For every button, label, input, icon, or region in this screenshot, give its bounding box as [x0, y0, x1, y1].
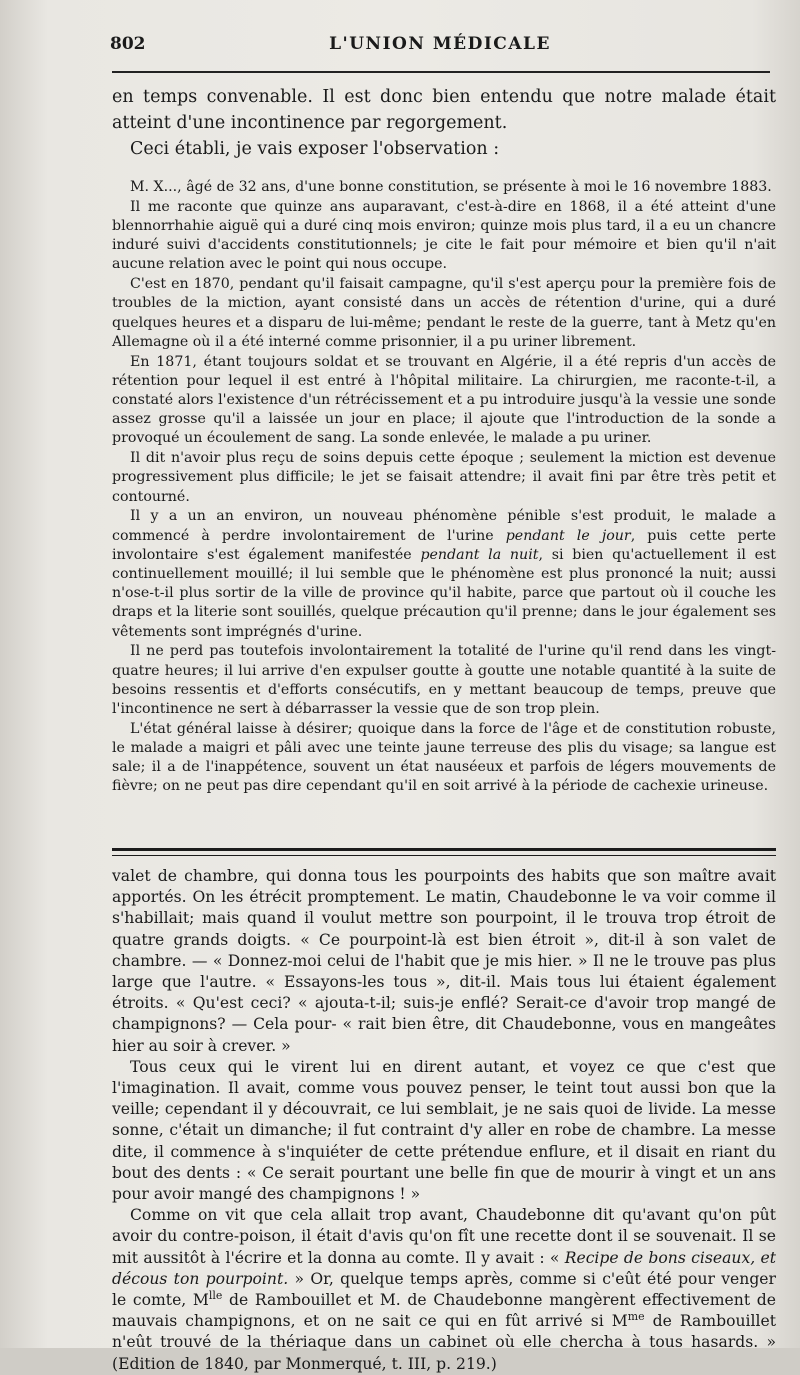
observation-paragraph: Il ne perd pas toutefois involontairement la totalité de l'urine qu'il rend dans les vingt-quatre heures; il lui arrive d'en expulser goutte à goutte une notable quantité à la suite de besoins ressentis et d'efforts consécutifs, en y mettant beaucoup de temps, preuve que l'incontinence ne sert à débarrasser la vessie que de son trop plein. — [112, 643, 776, 718]
text-run: Il y a un an environ, un nouveau phénomène pénible s'est produit, le malade a commencé à perdre involontairement de l'urine — [112, 508, 776, 544]
feuilleton-paragraph — [112, 1205, 776, 1375]
text-run: , si bien qu'actuellement il est continuellement mouillé; il lui semble que le phénomène est plus prononcé la nuit; aussi n'ose-t-il plus sortir de la ville de province qu'il habite, parce que partout où il couche les draps et la literie sont souillés, quelque précaution qu'il prenne; dans le jour également ses vêtements sont imprégnés d'urine. — [112, 546, 777, 640]
observation-paragraph: L'état général laisse à désirer; quoique dans la force de l'âge et de constitution robuste, le malade a maigri et pâli avec une teinte jaune terreuse des plis du visage; sa langue est sale; il a de l'inappétence, souvent un état nauséeux et parfois de légers mouvements de fièvre; on ne peut pas dire cependant qu'il en soit arrivé à la période de cachexie urineuse. — [112, 720, 776, 795]
intro-text — [112, 84, 776, 162]
text-run: » Or, quelque temps après, comme si c'eût été pour venger le comte, M — [112, 1269, 776, 1310]
running-title: L'UNION MÉDICALE — [329, 34, 551, 54]
recipe-text: Recipe de bons ciseaux, et décous ton pourpoint. — [112, 1248, 776, 1288]
text-run: de Rambouillet et M. de Chaudebonne mangèrent effectivement de mauvais champignons, et on ne sait ce qui en fût arrivé si M — [112, 1291, 776, 1331]
feuilleton-paragraph: valet de chambre, qui donna tous les pourpoints des habits que son maître avait apportés. On les étrécit promptement. Le matin, Chaudebonne le va voir comme il s'habillait; mais quand il voulut mettre son pourpoint, il le trouva trop étroit de quatre grands doigts. « Ce pourpoint-là est bien étroit », dit-il à son valet de chambre. — « Donnez-moi celui de l'habit que je mis hier. » Il ne le trouve pas plus large que l'autre. « Essayons-les tous », dit-il. Mais tous lui étaient également étroits. « Qu'est ceci? « ajouta-t-il; suis-je enflé? Serait-ce d'avoir trop mangé de champignons? — Cela pour- « rait bien être, dit Chaudebonne, vous en mangeâtes hier au soir à crever. » — [112, 867, 776, 1055]
observation-paragraph: C'est en 1870, pendant qu'il faisait campagne, qu'il s'est aperçu pour la première fois de troubles de la miction, ayant consisté dans un accès de rétention d'urine, qui a duré quelques heures et a disparu de lui-même; pendant le reste de la guerre, tant à Metz qu'en Allemagne où il a été interné comme prisonnier, il a pu uriner librement. — [112, 276, 776, 350]
feuilleton-paragraph: Tous ceux qui le virent lui en dirent autant, et voyez ce que c'est que l'imagination. Il avait, comme vous pouvez penser, le teint tout aussi bon que la veille; cependant il y découvrait, ce lui semblait, je ne sais quoi de livide. La messe sonne, c'était un dimanche; il fut contraint d'y aller en robe de chambre. La messe dite, il commence à s'inquiéter de cette prétendue enflure, et il disait en riant du bout des dents : « Ce serait pourtant une belle fin que de mourir à vingt et un ans pour avoir mangé des champignons ! » — [112, 1057, 776, 1204]
italic-run: pendant la nuit — [420, 546, 539, 563]
italic-run: pendant le jour — [505, 527, 631, 544]
feuilleton-rule-thin — [112, 855, 776, 856]
observation-paragraph: Il dit n'avoir plus reçu de soins depuis cette époque ; seulement la miction est devenue progressivement plus difficile; le jet se faisait attendre; il avait fini par être très petit et contourné. — [112, 450, 776, 505]
text-run: Comme on vit que cela allait trop avant, Chaudebonne dit qu'avant qu'on pût avoir du contre-poison, il était d'avis qu'on fît une recette dont il se souvenait. Il se mit aussitôt à l'écrire et la donna au comte. Il y avait : « — [112, 1206, 776, 1267]
text-run: , puis cette perte involontaire s'est également manifestée — [112, 527, 777, 563]
text-run: de Rambouillet n'eût trouvé de la thériaque dans un cabinet où elle chercha à tous hasards. » (Edition de 1840, par Monmerqué, t. III, p. 219.) — [112, 1312, 776, 1373]
observation-paragraph: M. X..., âgé de 32 ans, d'une bonne constitution, se présente à moi le 16 novembre 1883. — [130, 179, 772, 195]
observation-paragraph: En 1871, étant toujours soldat et se trouvant en Algérie, il a été repris d'un accès de rétention pour lequel il est entré à l'hôpital militaire. La chirurgien, me raconte-t-il, a constaté alors l'existence d'un rétrécissement et a pu introduire jusqu'à la vessie une sonde assez grosse qu'il a laissée un jour en place; il ajoute que l'introduction de la sonde a provoqué un écoulement de sang. La sonde enlevée, le malade a pu uriner. — [112, 353, 776, 447]
superscript: me — [627, 1310, 645, 1324]
intro-paragraph: en temps convenable. Il est donc bien entendu que notre malade était atteint d'une incontinence par regorgement. — [112, 87, 776, 133]
intro-paragraph: Ceci établi, je vais exposer l'observation : — [130, 139, 500, 159]
feuilleton-text — [112, 866, 776, 1375]
page-header — [110, 34, 770, 60]
header-rule — [112, 71, 770, 73]
observation-text — [112, 178, 776, 797]
observation-paragraph — [112, 507, 776, 641]
superscript: lle — [208, 1288, 223, 1302]
page-number: 802 — [110, 34, 146, 54]
feuilleton-rule — [112, 848, 776, 851]
observation-paragraph: Il me raconte que quinze ans auparavant, c'est-à-dire en 1868, il a été atteint d'une blennorrhahie aiguë qui a duré cinq mois environ; quinze mois plus tard, il a eu un chancre induré suivi d'accidents constitutionnels; je cite le fait pour mémoire et bien qu'il n'ait aucune relation avec le point qui nous occupe. — [112, 198, 776, 273]
